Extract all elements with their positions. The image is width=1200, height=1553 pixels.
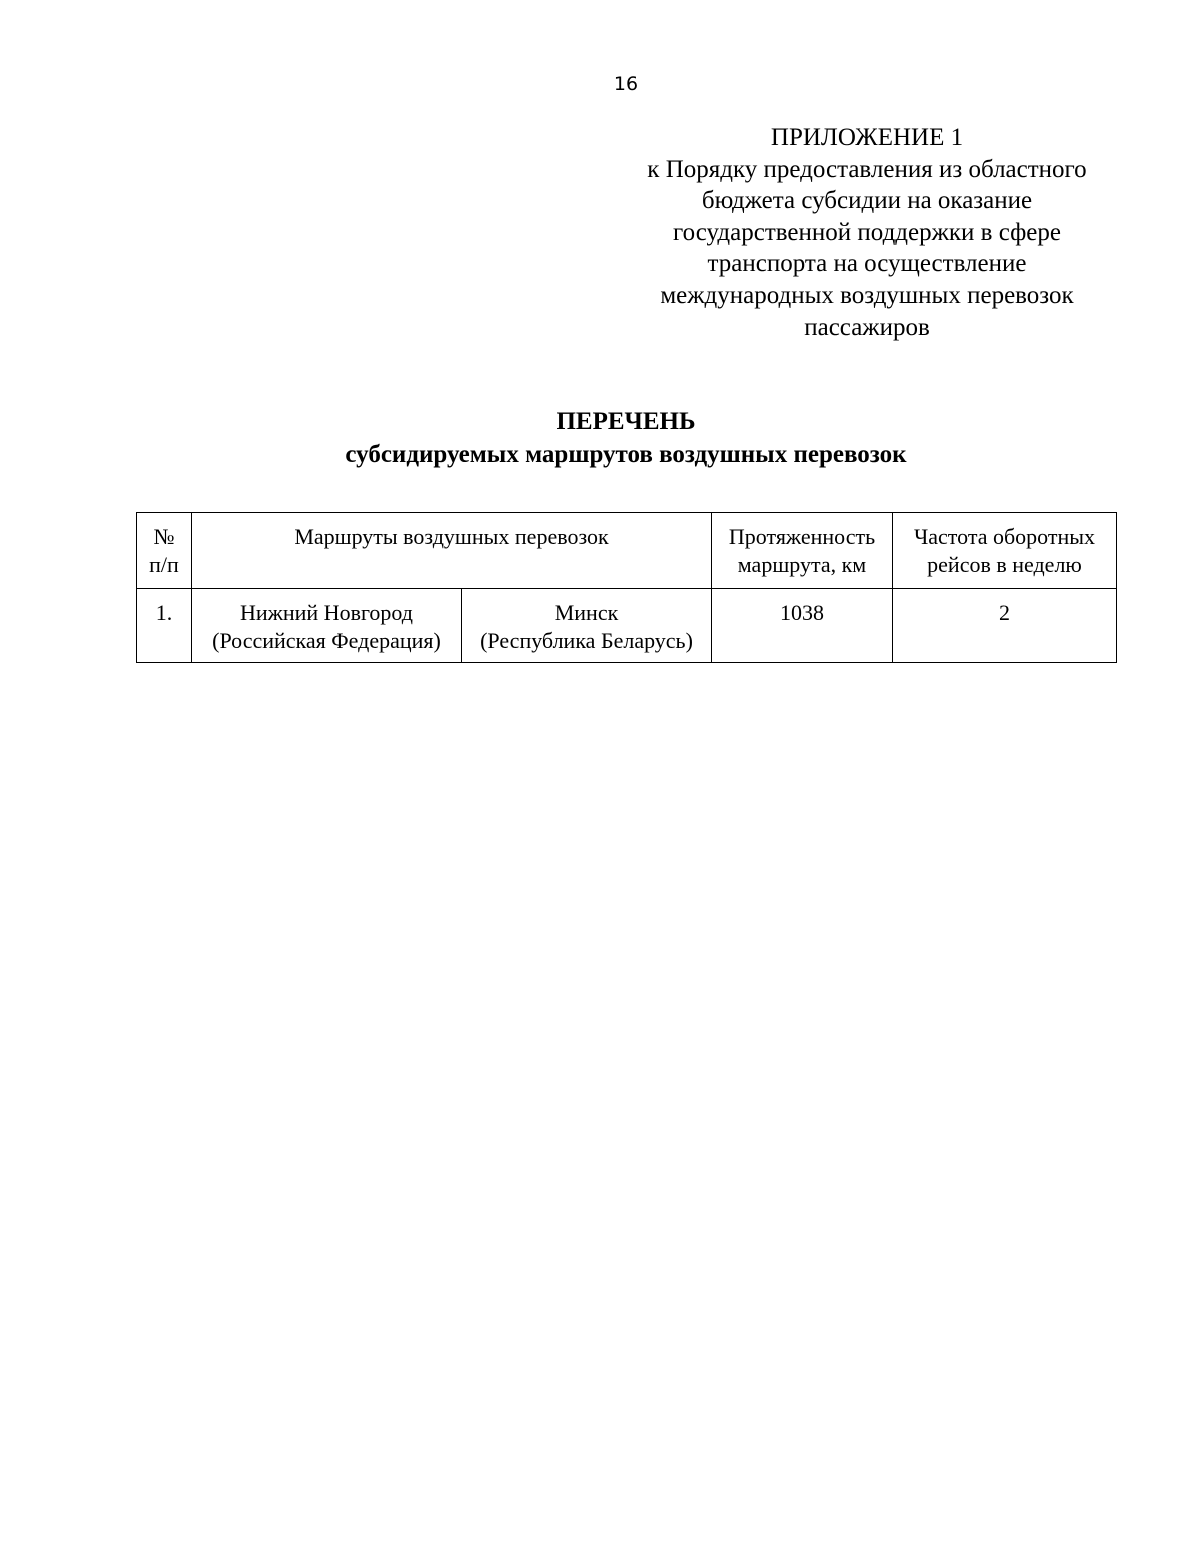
table-row: [137, 589, 1117, 663]
row-number: 1.: [155, 600, 173, 625]
appendix-line: международных воздушных перевозок: [660, 281, 1074, 309]
route-from-country: (Российская Федерация): [212, 628, 441, 653]
appendix-line: к Порядку предоставления из областного: [647, 155, 1087, 183]
header-length-line: Протяженность: [728, 524, 876, 549]
table-header-row: [137, 513, 1117, 589]
header-length: [712, 513, 893, 589]
header-number-line: п/п: [149, 552, 179, 577]
page-number: 16: [613, 73, 639, 95]
header-routes: [192, 513, 712, 589]
heading-subtitle: субсидируемых маршрутов воздушных перевозок: [345, 441, 907, 468]
appendix-title: ПРИЛОЖЕНИЕ 1: [770, 124, 964, 151]
route-to-country: (Республика Беларусь): [480, 628, 693, 653]
header-number-line: №: [153, 524, 175, 549]
cell-length: [712, 589, 893, 663]
appendix-line: бюджета субсидии на оказание: [701, 187, 1033, 215]
cell-frequency: [893, 589, 1117, 663]
header-frequency-line: рейсов в неделю: [927, 552, 1082, 577]
header-routes-label: Маршруты воздушных перевозок: [294, 524, 609, 549]
route-to-city: Минск: [554, 600, 619, 625]
route-frequency-value: 2: [999, 600, 1011, 625]
header-number: [137, 513, 192, 589]
appendix-line: пассажиров: [804, 313, 930, 341]
cell-route-from: [192, 589, 462, 663]
header-frequency: [893, 513, 1117, 589]
appendix-line: транспорта на осуществление: [707, 250, 1027, 278]
document-heading: [0, 405, 1200, 471]
cell-number: [137, 589, 192, 663]
appendix-block: [617, 122, 1117, 343]
routes-table: [136, 512, 1117, 663]
route-from-city: Нижний Новгород: [240, 600, 413, 625]
header-frequency-line: Частота оборотных: [913, 524, 1096, 549]
appendix-line: государственной поддержки в сфере: [672, 218, 1061, 246]
heading-title: ПЕРЕЧЕНЬ: [556, 408, 696, 435]
route-length-value: 1038: [780, 600, 825, 625]
header-length-line: маршрута, км: [737, 552, 867, 577]
cell-route-to: [462, 589, 712, 663]
